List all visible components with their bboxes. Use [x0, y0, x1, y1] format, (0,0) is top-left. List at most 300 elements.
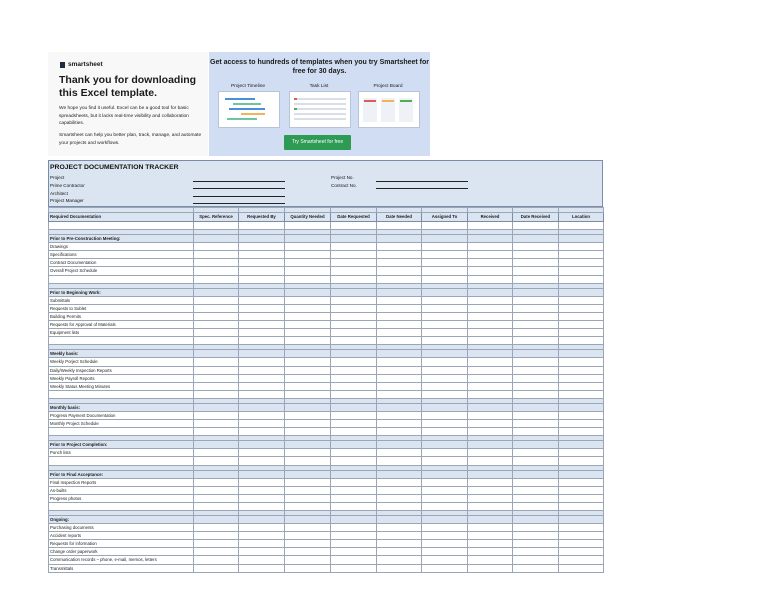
cell[interactable]: [49, 337, 194, 345]
cell[interactable]: [559, 312, 604, 320]
cell[interactable]: [513, 312, 559, 320]
cell[interactable]: [422, 428, 468, 436]
cell[interactable]: [468, 321, 513, 329]
cell[interactable]: [194, 304, 239, 312]
cell[interactable]: [239, 374, 285, 382]
cell[interactable]: [377, 564, 422, 572]
cell[interactable]: [377, 358, 422, 366]
cell[interactable]: [377, 420, 422, 428]
promo-banner[interactable]: [209, 52, 430, 156]
cell[interactable]: [285, 494, 331, 502]
cell[interactable]: [331, 382, 377, 390]
cell[interactable]: [194, 366, 239, 374]
cell[interactable]: [559, 390, 604, 398]
cell[interactable]: [285, 243, 331, 251]
cell[interactable]: [331, 494, 377, 502]
cell[interactable]: [468, 259, 513, 267]
cell[interactable]: [331, 374, 377, 382]
cell[interactable]: [422, 304, 468, 312]
cell[interactable]: [422, 540, 468, 548]
cell[interactable]: [468, 540, 513, 548]
cell[interactable]: [559, 259, 604, 267]
cell[interactable]: [422, 502, 468, 510]
cell[interactable]: [49, 275, 194, 283]
cell[interactable]: [559, 321, 604, 329]
cell[interactable]: [468, 382, 513, 390]
document-name-cell[interactable]: Submittals: [49, 296, 194, 304]
cell[interactable]: [239, 564, 285, 572]
cell[interactable]: [239, 312, 285, 320]
cell[interactable]: [422, 548, 468, 556]
cell[interactable]: [331, 329, 377, 337]
cell[interactable]: [422, 478, 468, 486]
cell[interactable]: [559, 457, 604, 465]
cell[interactable]: [331, 296, 377, 304]
cell[interactable]: [285, 486, 331, 494]
cell[interactable]: [194, 420, 239, 428]
cell[interactable]: [559, 486, 604, 494]
project-input-line[interactable]: [193, 181, 285, 182]
document-name-cell[interactable]: Accident reports: [49, 532, 194, 540]
cell[interactable]: [285, 564, 331, 572]
cell[interactable]: [559, 366, 604, 374]
cell[interactable]: [422, 449, 468, 457]
cell[interactable]: [513, 449, 559, 457]
cell[interactable]: [559, 275, 604, 283]
cell[interactable]: [194, 321, 239, 329]
cell[interactable]: [285, 259, 331, 267]
cell[interactable]: [239, 524, 285, 532]
cell[interactable]: [559, 267, 604, 275]
cell[interactable]: [239, 304, 285, 312]
cell[interactable]: [468, 548, 513, 556]
cell[interactable]: [559, 243, 604, 251]
cell[interactable]: [377, 321, 422, 329]
cell[interactable]: [285, 382, 331, 390]
cell[interactable]: [513, 411, 559, 419]
cell[interactable]: [194, 275, 239, 283]
cell[interactable]: [194, 329, 239, 337]
cell[interactable]: [285, 337, 331, 345]
cell[interactable]: [285, 420, 331, 428]
document-name-cell[interactable]: Overall Project Schedule: [49, 267, 194, 275]
contract-no-input-line[interactable]: [376, 188, 468, 189]
cell[interactable]: [194, 457, 239, 465]
cell[interactable]: [468, 304, 513, 312]
cell[interactable]: [422, 494, 468, 502]
cell[interactable]: [513, 390, 559, 398]
cell[interactable]: [377, 457, 422, 465]
cell[interactable]: [513, 243, 559, 251]
prime-contractor-input-line[interactable]: [193, 188, 285, 189]
cell[interactable]: [559, 502, 604, 510]
document-name-cell[interactable]: Monthly Project Schedule: [49, 420, 194, 428]
cell[interactable]: [377, 478, 422, 486]
cell[interactable]: [468, 358, 513, 366]
cell[interactable]: [331, 428, 377, 436]
document-name-cell[interactable]: As-builts: [49, 486, 194, 494]
cell[interactable]: [331, 548, 377, 556]
cell[interactable]: [331, 486, 377, 494]
document-name-cell[interactable]: Weekly Status Meeting Minutes: [49, 382, 194, 390]
cell[interactable]: [49, 502, 194, 510]
document-name-cell[interactable]: Final Inspection Reports: [49, 478, 194, 486]
cell[interactable]: [331, 251, 377, 259]
cell[interactable]: [239, 222, 285, 230]
cell[interactable]: [513, 478, 559, 486]
document-name-cell[interactable]: Weekly Porject Schedule: [49, 358, 194, 366]
cell[interactable]: [559, 382, 604, 390]
cell[interactable]: [285, 358, 331, 366]
cell[interactable]: [513, 556, 559, 564]
cell[interactable]: [377, 494, 422, 502]
cell[interactable]: [194, 502, 239, 510]
cell[interactable]: [377, 428, 422, 436]
cell[interactable]: [194, 382, 239, 390]
cell[interactable]: [513, 251, 559, 259]
cell[interactable]: [422, 222, 468, 230]
document-name-cell[interactable]: Punch lists: [49, 449, 194, 457]
cell[interactable]: [194, 243, 239, 251]
cell[interactable]: [377, 222, 422, 230]
document-name-cell[interactable]: Contract Documentation: [49, 259, 194, 267]
cell[interactable]: [468, 222, 513, 230]
document-name-cell[interactable]: Specifications: [49, 251, 194, 259]
cell[interactable]: [49, 222, 194, 230]
cell[interactable]: [377, 502, 422, 510]
cell[interactable]: [468, 494, 513, 502]
cell[interactable]: [513, 296, 559, 304]
architect-input-line[interactable]: [193, 196, 285, 197]
cell[interactable]: [239, 449, 285, 457]
cell[interactable]: [239, 486, 285, 494]
document-name-cell[interactable]: Progress photos: [49, 494, 194, 502]
cell[interactable]: [513, 428, 559, 436]
cell[interactable]: [331, 532, 377, 540]
cell[interactable]: [194, 390, 239, 398]
cell[interactable]: [513, 358, 559, 366]
cell[interactable]: [377, 275, 422, 283]
cell[interactable]: [559, 478, 604, 486]
cell[interactable]: [194, 564, 239, 572]
cell[interactable]: [377, 267, 422, 275]
cell[interactable]: [513, 524, 559, 532]
cell[interactable]: [194, 222, 239, 230]
cell[interactable]: [285, 267, 331, 275]
cell[interactable]: [422, 524, 468, 532]
cell[interactable]: [331, 556, 377, 564]
cell[interactable]: [559, 494, 604, 502]
cell[interactable]: [285, 540, 331, 548]
cell[interactable]: [377, 532, 422, 540]
cell[interactable]: [422, 275, 468, 283]
cell[interactable]: [377, 337, 422, 345]
document-name-cell[interactable]: Building Permits: [49, 312, 194, 320]
cell[interactable]: [513, 382, 559, 390]
cell[interactable]: [194, 296, 239, 304]
cell[interactable]: [285, 321, 331, 329]
cell[interactable]: [331, 478, 377, 486]
cell[interactable]: [468, 411, 513, 419]
cell[interactable]: [331, 304, 377, 312]
document-name-cell[interactable]: Equipment lists: [49, 329, 194, 337]
cell[interactable]: [285, 222, 331, 230]
cell[interactable]: [422, 374, 468, 382]
cell[interactable]: [239, 428, 285, 436]
cell[interactable]: [559, 374, 604, 382]
cell[interactable]: [285, 390, 331, 398]
cell[interactable]: [194, 486, 239, 494]
cell[interactable]: [239, 296, 285, 304]
cell[interactable]: [239, 540, 285, 548]
cell[interactable]: [377, 449, 422, 457]
cell[interactable]: [194, 259, 239, 267]
cell[interactable]: [331, 267, 377, 275]
cell[interactable]: [559, 329, 604, 337]
cell[interactable]: [194, 428, 239, 436]
cell[interactable]: [422, 337, 468, 345]
cell[interactable]: [513, 329, 559, 337]
cell[interactable]: [194, 337, 239, 345]
cell[interactable]: [331, 275, 377, 283]
cell[interactable]: [468, 366, 513, 374]
cell[interactable]: [377, 259, 422, 267]
cell[interactable]: [239, 329, 285, 337]
cell[interactable]: [194, 494, 239, 502]
cell[interactable]: [422, 267, 468, 275]
cell[interactable]: [559, 449, 604, 457]
cell[interactable]: [239, 358, 285, 366]
cell[interactable]: [377, 548, 422, 556]
cell[interactable]: [422, 390, 468, 398]
cell[interactable]: [285, 478, 331, 486]
cell[interactable]: [194, 267, 239, 275]
cell[interactable]: [468, 312, 513, 320]
cell[interactable]: [559, 304, 604, 312]
cell[interactable]: [468, 267, 513, 275]
cell[interactable]: [239, 275, 285, 283]
cell[interactable]: [422, 486, 468, 494]
cell[interactable]: [194, 374, 239, 382]
cell[interactable]: [285, 366, 331, 374]
cell[interactable]: [331, 540, 377, 548]
cell[interactable]: [559, 337, 604, 345]
project-no-input-line[interactable]: [376, 181, 468, 182]
cell[interactable]: [239, 502, 285, 510]
cell[interactable]: [377, 382, 422, 390]
cell[interactable]: [422, 259, 468, 267]
cell[interactable]: [513, 366, 559, 374]
cell[interactable]: [422, 556, 468, 564]
cell[interactable]: [239, 420, 285, 428]
cell[interactable]: [468, 457, 513, 465]
cell[interactable]: [377, 366, 422, 374]
cell[interactable]: [468, 532, 513, 540]
document-name-cell[interactable]: Requests for information: [49, 540, 194, 548]
cell[interactable]: [422, 564, 468, 572]
cell[interactable]: [422, 296, 468, 304]
cell[interactable]: [285, 329, 331, 337]
cell[interactable]: [422, 382, 468, 390]
cell[interactable]: [377, 524, 422, 532]
cell[interactable]: [468, 502, 513, 510]
cell[interactable]: [468, 251, 513, 259]
cell[interactable]: [468, 420, 513, 428]
cell[interactable]: [422, 411, 468, 419]
cell[interactable]: [285, 304, 331, 312]
cell[interactable]: [468, 374, 513, 382]
cell[interactable]: [559, 411, 604, 419]
cell[interactable]: [285, 296, 331, 304]
cell[interactable]: [513, 321, 559, 329]
document-name-cell[interactable]: Daily/Weekly Inspection Reports: [49, 366, 194, 374]
cell[interactable]: [331, 366, 377, 374]
cell[interactable]: [331, 321, 377, 329]
cell[interactable]: [513, 267, 559, 275]
cell[interactable]: [559, 540, 604, 548]
cell[interactable]: [285, 275, 331, 283]
cell[interactable]: [239, 382, 285, 390]
cell[interactable]: [49, 428, 194, 436]
cell[interactable]: [331, 411, 377, 419]
cell[interactable]: [331, 312, 377, 320]
cell[interactable]: [331, 259, 377, 267]
document-name-cell[interactable]: Progress Payment Documentation: [49, 411, 194, 419]
cell[interactable]: [559, 548, 604, 556]
cell[interactable]: [377, 411, 422, 419]
cell[interactable]: [285, 411, 331, 419]
cell[interactable]: [468, 390, 513, 398]
cell[interactable]: [468, 337, 513, 345]
cell[interactable]: [468, 564, 513, 572]
cell[interactable]: [331, 243, 377, 251]
cell[interactable]: [194, 524, 239, 532]
cell[interactable]: [422, 457, 468, 465]
cell[interactable]: [239, 321, 285, 329]
cell[interactable]: [331, 502, 377, 510]
document-name-cell[interactable]: Change order paperwork: [49, 548, 194, 556]
project-manager-input-line[interactable]: [193, 203, 285, 204]
cell[interactable]: [331, 358, 377, 366]
cell[interactable]: [377, 556, 422, 564]
cell[interactable]: [468, 428, 513, 436]
cell[interactable]: [239, 532, 285, 540]
cell[interactable]: [468, 524, 513, 532]
cell[interactable]: [377, 251, 422, 259]
cell[interactable]: [239, 494, 285, 502]
cell[interactable]: [559, 420, 604, 428]
cell[interactable]: [422, 358, 468, 366]
cell[interactable]: [513, 374, 559, 382]
cell[interactable]: [377, 374, 422, 382]
cell[interactable]: [422, 420, 468, 428]
cell[interactable]: [559, 428, 604, 436]
cell[interactable]: [239, 478, 285, 486]
document-name-cell[interactable]: Weekly Payroll Reports: [49, 374, 194, 382]
cell[interactable]: [468, 486, 513, 494]
cell[interactable]: [513, 564, 559, 572]
cell[interactable]: [49, 457, 194, 465]
cell[interactable]: [285, 548, 331, 556]
document-name-cell[interactable]: Requests to Sublet: [49, 304, 194, 312]
cell[interactable]: [468, 243, 513, 251]
cell[interactable]: [331, 390, 377, 398]
cell[interactable]: [468, 275, 513, 283]
cell[interactable]: [285, 532, 331, 540]
cell[interactable]: [559, 222, 604, 230]
cell[interactable]: [559, 251, 604, 259]
cell[interactable]: [194, 556, 239, 564]
cell[interactable]: [513, 494, 559, 502]
cell[interactable]: [285, 251, 331, 259]
cell[interactable]: [468, 296, 513, 304]
cell[interactable]: [559, 524, 604, 532]
cell[interactable]: [239, 411, 285, 419]
cell[interactable]: [285, 374, 331, 382]
cell[interactable]: [194, 411, 239, 419]
document-name-cell[interactable]: Requests for Approval of Materials: [49, 321, 194, 329]
cell[interactable]: [285, 556, 331, 564]
cell[interactable]: [513, 304, 559, 312]
cell[interactable]: [239, 390, 285, 398]
cell[interactable]: [513, 502, 559, 510]
cell[interactable]: [468, 556, 513, 564]
cell[interactable]: [194, 312, 239, 320]
cell[interactable]: [239, 457, 285, 465]
cell[interactable]: [559, 556, 604, 564]
cell[interactable]: [285, 457, 331, 465]
cell[interactable]: [331, 564, 377, 572]
cell[interactable]: [285, 449, 331, 457]
cell[interactable]: [377, 243, 422, 251]
cell[interactable]: [285, 312, 331, 320]
cell[interactable]: [194, 540, 239, 548]
cell[interactable]: [239, 548, 285, 556]
cell[interactable]: [422, 366, 468, 374]
cell[interactable]: [285, 502, 331, 510]
cell[interactable]: [194, 358, 239, 366]
cell[interactable]: [513, 486, 559, 494]
cell[interactable]: [285, 428, 331, 436]
cell[interactable]: [422, 312, 468, 320]
document-name-cell[interactable]: Transmittals: [49, 564, 194, 572]
cell[interactable]: [559, 564, 604, 572]
cell[interactable]: [513, 540, 559, 548]
cell[interactable]: [513, 259, 559, 267]
cell[interactable]: [468, 478, 513, 486]
cell[interactable]: [377, 312, 422, 320]
cell[interactable]: [513, 222, 559, 230]
cell[interactable]: [239, 556, 285, 564]
cell[interactable]: [422, 251, 468, 259]
cell[interactable]: [513, 548, 559, 556]
cell[interactable]: [239, 267, 285, 275]
cell[interactable]: [559, 296, 604, 304]
cell[interactable]: [239, 366, 285, 374]
cell[interactable]: [468, 449, 513, 457]
cell[interactable]: [49, 390, 194, 398]
cell[interactable]: [194, 532, 239, 540]
cell[interactable]: [377, 390, 422, 398]
cell[interactable]: [513, 457, 559, 465]
document-name-cell[interactable]: Drawings: [49, 243, 194, 251]
cell[interactable]: [239, 243, 285, 251]
cell[interactable]: [377, 540, 422, 548]
cell[interactable]: [377, 296, 422, 304]
cell[interactable]: [331, 449, 377, 457]
try-smartsheet-button[interactable]: Try Smartsheet for free: [284, 135, 351, 150]
cell[interactable]: [559, 532, 604, 540]
